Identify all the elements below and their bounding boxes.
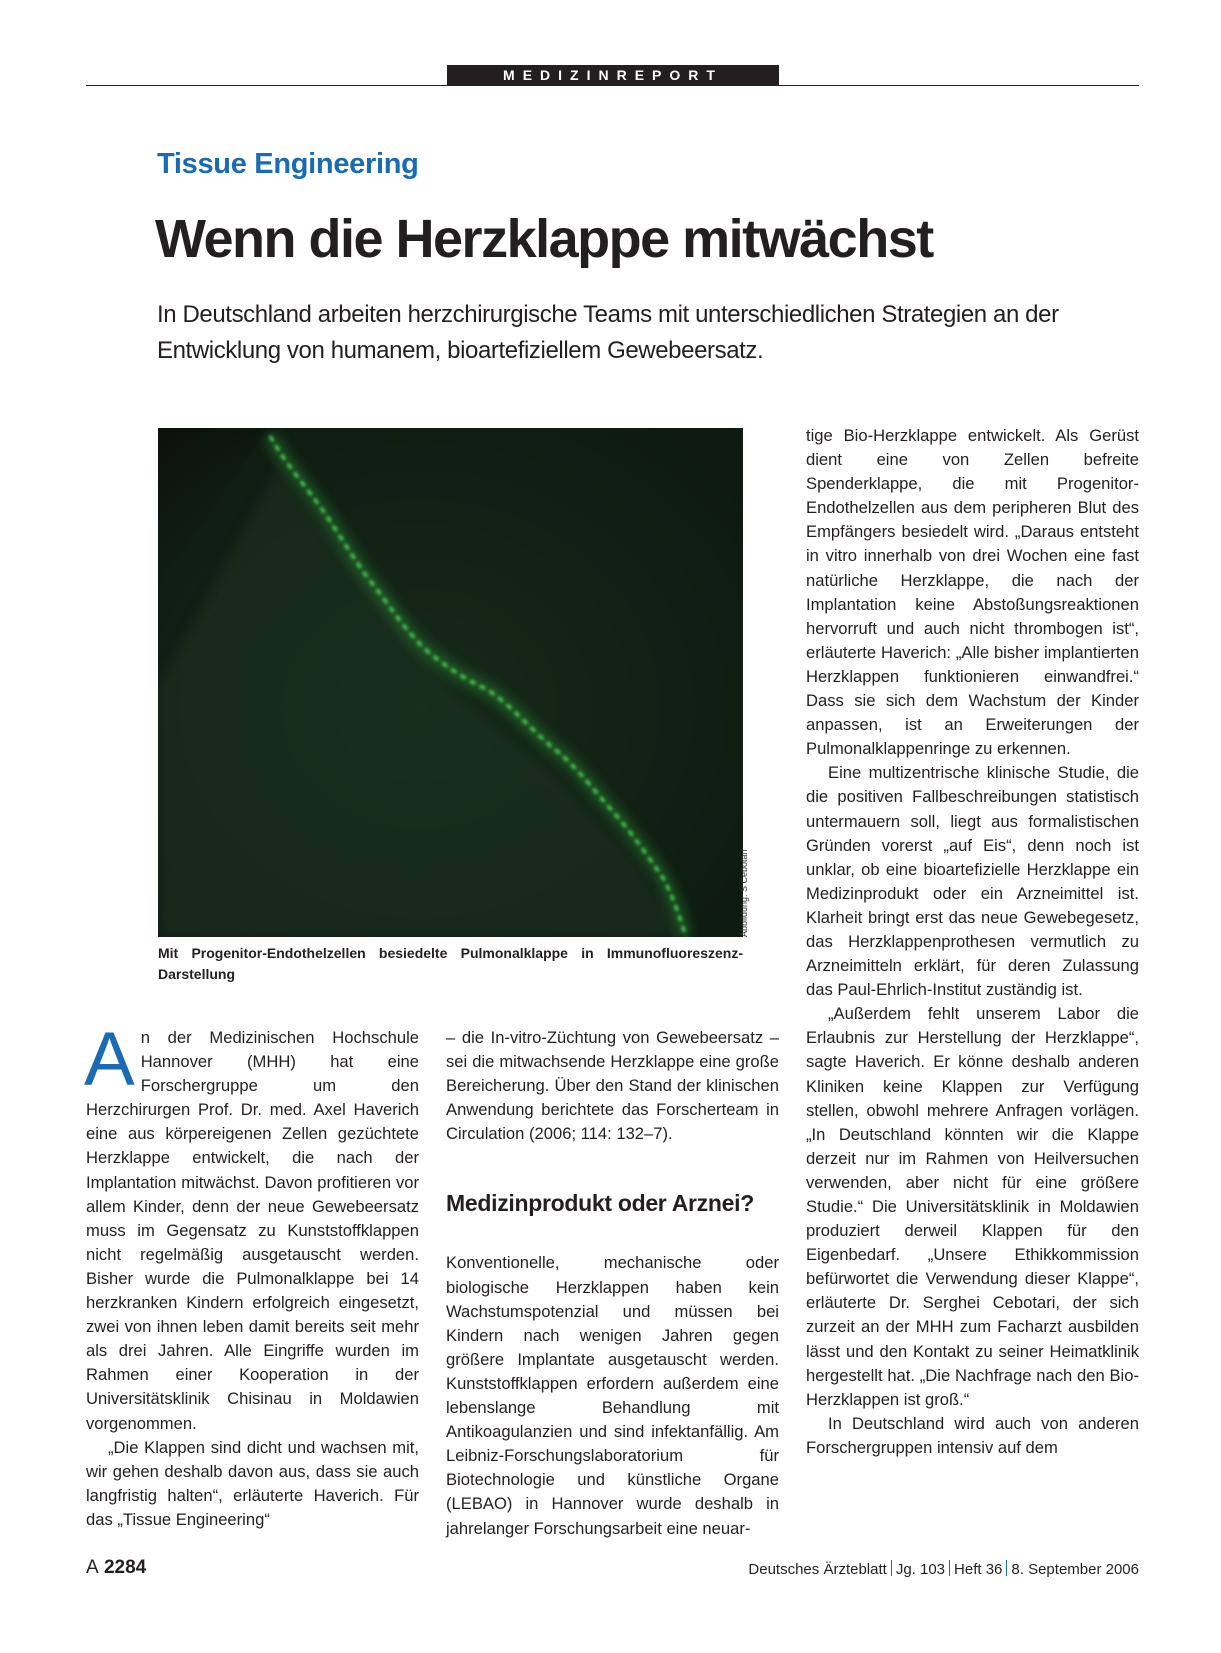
paragraph: Konventionelle, mechanische oder biologische Herzklappen haben kein Wachstumspotenzial und müssen bei Kindern nach wenigen Jahren gegen größere Implantate ausgetauscht werden. Kunststoffklappen erfordern außerdem eine lebenslange Behandlung mit Antikoagulanzien und sind infektanfällig. Am Leibniz-Forschungslaboratorium für Biotechnologie und künstliche Organe (LEBAO) in Hannover wurde deshalb in jahrelanger Forschungsarbeit eine neuar- [446,1253,779,1538]
article-title: Wenn die Herzklappe mitwächst [155,209,933,269]
paragraph: tige Bio-Herzklappe entwickelt. Als Gerüst dient eine von Zellen befreite Spenderklappe, die mit Progenitor-Endothelzellen aus dem peripheren Blut des Empfängers besiedelt wird. „Daraus entsteht in vitro innerhalb von drei Wochen eine fast natürliche Herzklappe, die nach der Implantation keine Abstoßungsreaktionen hervorruft und auch nicht thrombogen ist“, erläuterte Haverich: „Alle bisher implantierten Herzklappen funktionieren einwandfrei.“ Dass sie sich dem Wachstum der Kinder anpassen, ist an Erweiterungen der Pulmonalklappenringe zu erkennen. [806,426,1139,759]
paragraph [84,1017,419,1436]
paragraph: In Deutschland wird auch von anderen Forschergruppen intensiv auf dem [806,1413,1139,1457]
page-prefix: A [86,1557,99,1578]
separator [1006,1560,1007,1576]
article-kicker: Tissue Engineering [157,148,419,180]
journal-info [748,1560,1139,1578]
separator [949,1560,950,1576]
micrograph-image [158,428,743,937]
journal-name: Deutsches Ärzteblatt [748,1561,887,1578]
column-1 [84,1017,419,1532]
column-2 [446,1026,779,1541]
journal-date: 8. September 2006 [1011,1561,1139,1578]
section-subhead: Medizinprodukt oder Arznei? [446,1190,754,1217]
drop-cap: A [84,1017,135,1102]
section-label: MEDIZINREPORT [447,65,779,86]
paragraph: „Außerdem fehlt unserem Labor die Erlaubnis zur Herstellung der Herzklappe“, sagte Haverich. Er könne deshalb anderen Kliniken keine Klappen zur Verfügung stellen, obwohl mehrere Anfragen vorlägen. „In Deutschland könnten wir die Klappe derzeit nur im Rahmen von Heilversuchen verwenden, aber nicht für eine größere Studie.“ Die Universitätsklinik in Moldawien produziert derweil Klappen für den Eigenbedarf. „Unsere Ethikkommission befürwortet die Verwendung dieser Klappe“, erläuterte Dr. Serghei Cebotari, der sich zurzeit an der MHH zum Facharzt ausbilden lässt und den Kontakt zu seiner Heimatklinik hergestellt hat. „Die Nachfrage nach den Bio-Herzklappen ist groß.“ [806,1004,1139,1409]
paragraph: Eine multizentrische klinische Studie, die die positiven Fallbeschreibungen statistisch untermauern soll, liegt aus formalistischen Gründen vorerst „auf Eis“, denn noch ist unklar, ob eine bioartefizielle Herzklappe ein Medizinprodukt oder ein Arzneimittel ist. Klarheit bringt erst das neue Gewebegesetz, das Herzklappenprothesen vermutlich zu Arzneimitteln erklärt, für deren Zulassung das Paul-Ehrlich-Institut zuständig ist. [806,763,1139,1000]
paragraph: – die In-vitro-Züchtung von Gewebeersatz – sei die mitwachsende Herzklappe eine große Bereicherung. Über den Stand der klinischen Anwendung berichtete das Forscherteam in Circulation (2006; 114: 132–7). [446,1028,779,1144]
fluorescence-micrograph [158,428,743,937]
paragraph: „Die Klappen sind dicht und wachsen mit, wir gehen deshalb davon aus, dass sie auch langfristig halten“, erläuterte Haverich. Für das „Tissue Engineering“ [86,1437,419,1529]
page-number [86,1557,146,1579]
figure-credit: Abbildung: S Cebotari [739,849,749,937]
journal-issue: Heft 36 [954,1561,1003,1578]
page-number-value: 2284 [103,1557,147,1578]
article-lede: In Deutschland arbeiten herzchirurgische Teams mit unterschiedlichen Strategien an der Entwicklung von humanem, bioartefiziellem Gewebeersatz. [157,301,1059,364]
figure-caption: Mit Progenitor-Endothelzellen besiedelte Pulmonalklappe in Immunofluoreszenz-Darstellung [158,945,743,982]
paragraph-text: n der Medizinischen Hochschule Hannover (MHH) hat eine Forschergruppe um den Herzchirurgen Prof. Dr. med. Axel Haverich eine aus körpereigenen Zellen gezüchtete Herzklappe entwickelt, die nach der Implantation mitwächst. Davon profitieren vor allem Kinder, denn der neue Gewebeersatz muss im Gegensatz zu Kunststoffklappen nicht regelmäßig ausgetauscht werden. Bisher wurde die Pulmonalklappe bei 14 herzkranken Kindern erfolgreich eingesetzt, zwei von ihnen leben damit bereits seit mehr als drei Jahren. Alle Eingriffe wurden im Rahmen einer Kooperation in der Universitätsklinik Chisinau in Moldawien vorgenommen. [86,1028,419,1433]
column-3 [806,424,1139,1460]
journal-volume: Jg. 103 [895,1561,946,1578]
separator [891,1560,892,1576]
